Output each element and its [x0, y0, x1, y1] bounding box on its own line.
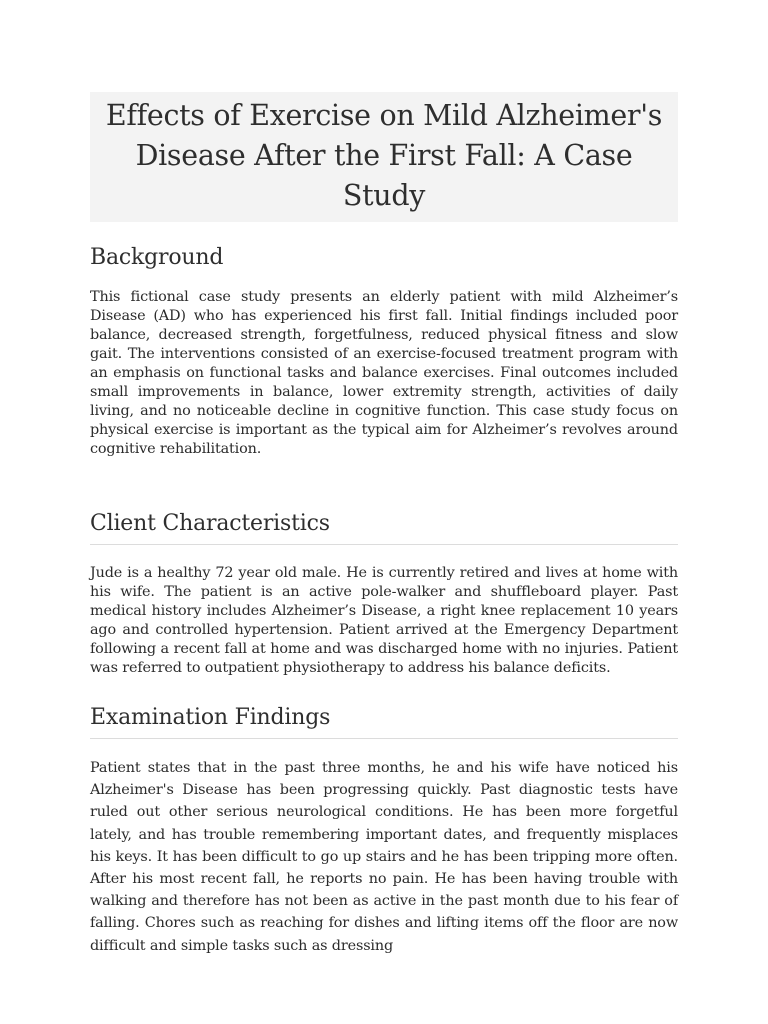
section-heading-examination-findings: Examination Findings [90, 704, 678, 739]
section-body-background: This fictional case study presents an elderly patient with mild Alzheimer’s Disease (AD) who has experienced his first fall. Initial findings included poor balance, decreased strength, forgetfulness, reduced physical fitness and slow gait. The interventions consisted of an exercise-focused treatment program with an emphasis on functional tasks and balance exercises. Final outcomes included small improvements in balance, lower extremity strength, activities of daily living, and no noticeable decline in cognitive function. This case study focus on physical exercise is important as the typical aim for Alzheimer’s revolves around cognitive rehabilitation. [90, 289, 678, 457]
section-heading-background: Background [90, 245, 224, 270]
title-block [90, 92, 678, 222]
section-heading-client-characteristics: Client Characteristics [90, 510, 678, 545]
document-page [90, 92, 678, 957]
section-body-client-characteristics: Jude is a healthy 72 year old male. He is currently retired and lives at home with his wife. The patient is an active pole-walker and shuffleboard player. Past medical history includes Alzheimer’s Disease, a right knee replacement 10 years ago and controlled hypertension. Patient arrived at the Emergency Department following a recent fall at home and was discharged home with no injuries. Patient was referred to outpatient physiotherapy to address his balance deficits. [90, 565, 678, 676]
section-body-examination-findings: Patient states that in the past three months, he and his wife have noticed his Alzheimer's Disease has been progressing quickly. Past diagnostic tests have ruled out other serious neurological conditions. He has been more forgetful lately, and has trouble remembering important dates, and frequently misplaces his keys. It has been difficult to go up stairs and he has been tripping more often. After his most recent fall, he reports no pain. He has been having trouble with walking and therefore has not been as active in the past month due to his fear of falling. Chores such as reaching for dishes and lifting items off the floor are now difficult and simple tasks such as dressing [90, 760, 678, 954]
document-title: Effects of Exercise on Mild Alzheimer's Disease After the First Fall: A Case Study [105, 99, 663, 212]
